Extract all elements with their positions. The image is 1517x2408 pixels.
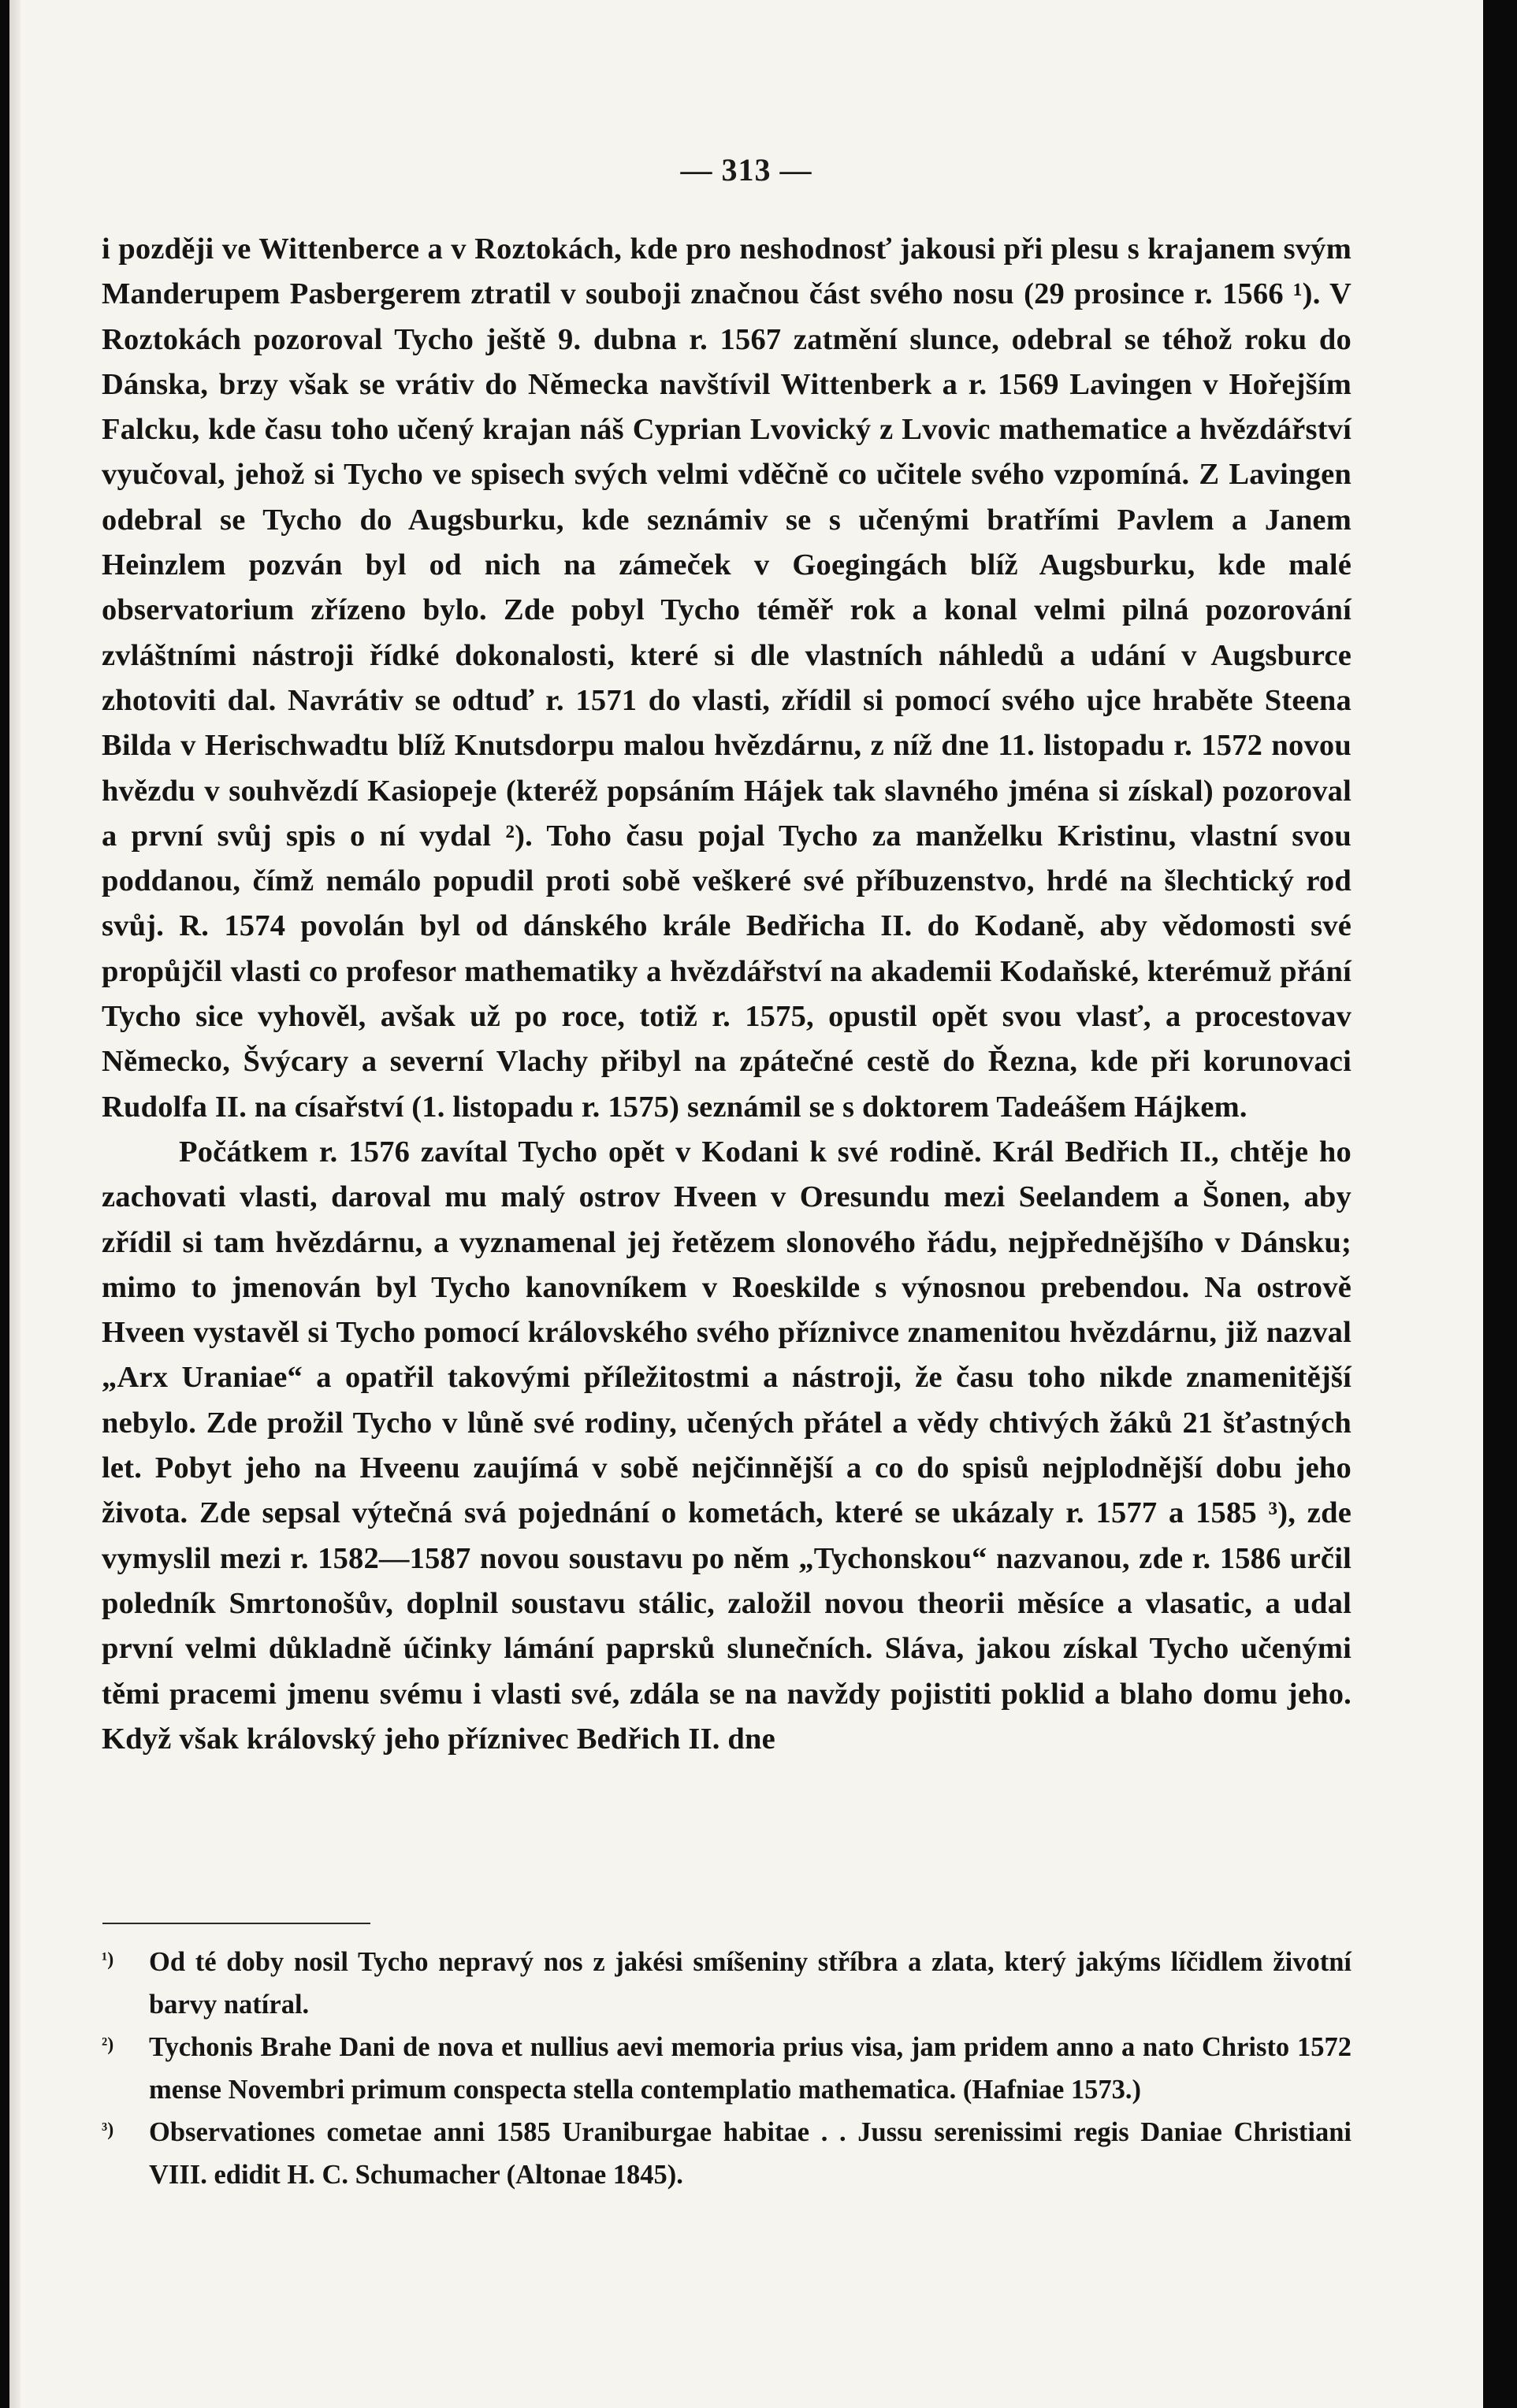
- paragraph-1: i později ve Wittenberce a v Roztokách, kde pro neshodnosť jakousi při plesu s krajanem svým Manderupem Pasbergerem ztratil v souboji značnou část svého nosu (29 prosince r. 1566 ¹). V Roztokách pozoroval Tycho ještě 9. dubna r. 1567 zatmění slunce, odebral se téhož roku do Dánska, brzy však se vrátiv do Německa navštívil Wittenberk a r. 1569 Lavingen v Hořejším Falcku, kde času toho učený krajan náš Cyprian Lvovický z Lvovic mathematice a hvězdářství vyučoval, jehož si Tycho ve spisech svých velmi vděčně co učitele svého vzpomíná. Z Lavingen odebral se Tycho do Augsburku, kde seznámiv se s učenými bratřími Pavlem a Janem Heinzlem pozván byl od nich na zámeček v Goegingách blíž Augsburku, kde malé observatorium zřízeno bylo. Zde pobyl Tycho téměř rok a konal velmi pilná pozorování zvláštními nástroji řídké dokonalosti, které si dle vlastních náhledů a udání v Augsburce zhotoviti dal. Navrátiv se odtuď r. 1571 do vlasti, zřídil si pomocí svého ujce hraběte Steena Bilda v Herischwadtu blíž Knutsdorpu malou hvězdárnu, z níž dne 11. listopadu r. 1572 novou hvězdu v souhvězdí Kasiopeje (kteréž popsáním Hájek tak slavného jména si získal) pozoroval a první svůj spis o ní vydal ²). Toho času pojal Tycho za manželku Kristinu, vlastní svou poddanou, čímž nemálo popudil proti sobě veškeré své příbuzenstvo, hrdé na šlechtický rod svůj. R. 1574 povolán byl od dánského krále Bedřicha II. do Kodaně, aby vědomosti své propůjčil vlasti co profesor mathematiky a hvězdářství na akademii Kodaňské, kterémuž přání Tycho sice vyhověl, avšak už po roce, totiž r. 1575, opustil opět svou vlasť, a procestovav Německo, Švýcary a severní Vlachy přibyl na zpátečné cestě do Řezna, kde při korunovaci Rudolfa II. na císařství (1. listopadu r. 1575) seznámil se s doktorem Tadeášem Hájkem.: [102, 232, 1352, 1124]
- paragraph-2: Počátkem r. 1576 zavítal Tycho opět v Kodani k své rodině. Král Bedřich II., chtěje ho zachovati vlasti, daroval mu malý ostrov Hveen v Oresundu mezi Seelandem a Šonen, aby zřídil si tam hvězdárnu, a vyznamenal jej řetězem slonového řádu, nejpřednějšího v Dánsku; mimo to jmenován byl Tycho kanovníkem v Roeskilde s výnosnou prebendou. Na ostrově Hveen vystavěl si Tycho pomocí královského svého příznivce znamenitou hvězdárnu, již nazval „Arx Uraniae“ a opatřil takovými příležitostmi a nástroji, že času toho nikde znamenitější nebylo. Zde prožil Tycho v lůně své rodiny, učených přátel a vědy chtivých žáků 21 šťastných let. Pobyt jeho na Hveenu zaujímá v sobě nejčinnější a co do spisů nejplodnější dobu jeho života. Zde sepsal výtečná svá pojednání o kometách, které se ukázaly r. 1577 a 1585 ³), zde vymyslil mezi r. 1582—1587 novou soustavu po něm „Tychonskou“ nazvanou, zde r. 1586 určil poledník Smrtonošův, doplnil soustavu stálic, založil novou theorii měsíce a vlasatic, a udal první velmi důkladně účinky lámání paprsků slunečních. Sláva, jakou získal Tycho učenými těmi pracemi jmenu svému i vlasti své, zdála se na navždy pojistiti poklid a blaho domu jeho. Když však královský jeho příznivec Bedřich II. dne: [102, 1135, 1352, 1756]
- footnotes: [102, 1941, 1352, 2196]
- footnote-1-text: Od té doby nosil Tycho nepravý nos z jakési smíšeniny stříbra a zlata, který jakýms líčidlem životní barvy natíral.: [149, 1947, 1352, 2020]
- page-edge: [9, 0, 20, 2408]
- footnote-1: [102, 1941, 1352, 2026]
- book-page: [9, 0, 1483, 2408]
- footnote-2-mark: ²): [102, 2035, 114, 2055]
- footnote-1-mark: ¹): [102, 1949, 114, 1970]
- page-number: — 313 —: [680, 152, 812, 188]
- body-text: [102, 227, 1352, 1762]
- footnote-3: [102, 2111, 1352, 2196]
- footnote-3-text: Observationes cometae anni 1585 Uraniburgae habitae . . Jussu serenissimi regis Daniae Christiani VIII. edidit H. C. Schumacher (Altonae 1845).: [149, 2117, 1352, 2190]
- footnote-3-mark: ³): [102, 2120, 114, 2140]
- footnote-2-text: Tychonis Brahe Dani de nova et nullius aevi memoria prius visa, jam pridem anno a nato Christo 1572 mense Novembri primum conspecta stella contemplatio mathematica. (Hafniae 1573.): [149, 2032, 1352, 2105]
- footnote-divider: [102, 1923, 370, 1924]
- footnote-2: [102, 2026, 1352, 2111]
